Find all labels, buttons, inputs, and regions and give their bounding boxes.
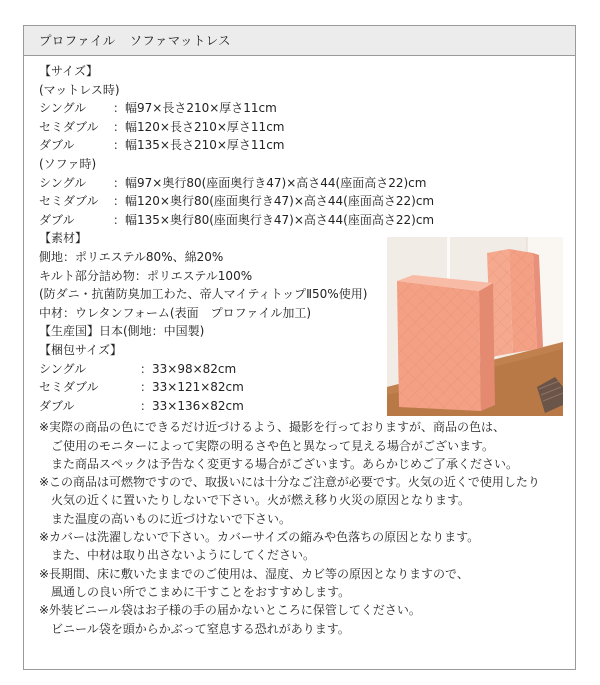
material-line: 側地：ポリエステル80%、綿20%	[39, 249, 224, 264]
row-value: ：33×136×82cm	[140, 398, 244, 413]
sofa-mode-heading: (ソファ時)	[39, 156, 97, 171]
notes-block	[39, 418, 569, 638]
sofa-size-row-double	[39, 211, 569, 230]
note-line: ※外装ビニール袋はお子様の手の届かないところに保管してください。	[39, 603, 421, 618]
row-label: セミダブル	[39, 380, 99, 395]
note-line: ※長期間、床に敷いたままでのご使用は、湿度、カビ等の原因となりますので、	[39, 566, 469, 581]
mattress-size-row-single	[39, 99, 569, 118]
row-value: ：幅97×奥行80(座面奥行き47)×高さ44(座面高さ22)cm	[113, 175, 427, 190]
row-label: シングル	[39, 175, 87, 190]
product-name: ソファマットレス	[129, 33, 231, 48]
sofa-size-row-single	[39, 174, 569, 193]
note-line: ※実際の商品の色にできるだけ近づけるよう、撮影を行っておりますが、商品の色は、	[39, 420, 506, 435]
row-value: ：幅135×奥行80(座面奥行き47)×高さ44(座面高さ22)cm	[113, 212, 435, 227]
product-line-title: プロファイル	[39, 33, 116, 48]
row-value: ：幅120×奥行80(座面奥行き47)×高さ44(座面高さ22)cm	[113, 194, 435, 209]
origin-line: 【生産国】日本(側地：中国製)	[39, 324, 205, 339]
note-line: ※この商品は可燃物ですので、取扱いには十分なご注意が必要です。火気の近くで使用したり	[39, 475, 540, 490]
row-label: ダブル	[39, 398, 75, 413]
material-line: (防ダニ・抗菌防臭加工わた、帝人マイティトップⅡ50%使用)	[39, 287, 368, 302]
note-line: また、中材は取り出さないようにしてください。	[51, 548, 316, 563]
note-line: ※カバーは洗濯しないで下さい。カバーサイズの縮みや色落ちの原因となります。	[39, 530, 480, 545]
row-value: ：幅120×長さ210×厚さ11cm	[113, 119, 285, 134]
row-value: ：33×121×82cm	[140, 380, 244, 395]
material-line: キルト部分詰め物：ポリエステル100%	[39, 268, 253, 283]
row-value: ：幅97×長さ210×厚さ11cm	[113, 101, 277, 116]
row-label: シングル	[39, 361, 87, 376]
note-line: ご使用のモニターによって実際の明るさや色と異なって見える場合がございます。	[51, 438, 495, 453]
product-photo	[387, 237, 563, 416]
packing-heading: 【梱包サイズ】	[39, 342, 123, 357]
sofa-size-row-semidouble	[39, 192, 569, 211]
row-value: ：幅135×長さ210×厚さ11cm	[113, 138, 285, 153]
size-heading: 【サイズ】	[39, 64, 99, 78]
note-line: ビニール袋を頭からかぶって窒息する恐れがあります。	[51, 621, 350, 636]
note-line: また商品スペックは予告なく変更する場合がございます。あらかじめご了承ください。	[51, 456, 519, 471]
note-line: また温度の高いものに近づけないで下さい。	[51, 511, 292, 526]
note-line: 火気の近くに置いたりしないで下さい。火が燃え移り火災の原因となります。	[51, 493, 471, 508]
row-label: セミダブル	[39, 119, 99, 134]
row-label: ダブル	[39, 138, 75, 153]
row-value: ：33×98×82cm	[140, 361, 237, 376]
mattress-size-row-semidouble	[39, 118, 569, 137]
spec-panel	[23, 25, 576, 670]
panel-header	[24, 26, 575, 56]
material-line: 中材：ウレタンフォーム(表面 プロファイル加工)	[39, 305, 312, 320]
row-label: シングル	[39, 101, 87, 116]
mattress-size-row-double	[39, 136, 569, 155]
row-label: セミダブル	[39, 194, 99, 209]
row-label: ダブル	[39, 212, 75, 227]
mattress-mode-heading: (マットレス時)	[39, 82, 120, 97]
material-heading: 【素材】	[39, 231, 88, 246]
note-line: 風通しの良い所でこまめに干すことをおすすめします。	[51, 584, 351, 599]
